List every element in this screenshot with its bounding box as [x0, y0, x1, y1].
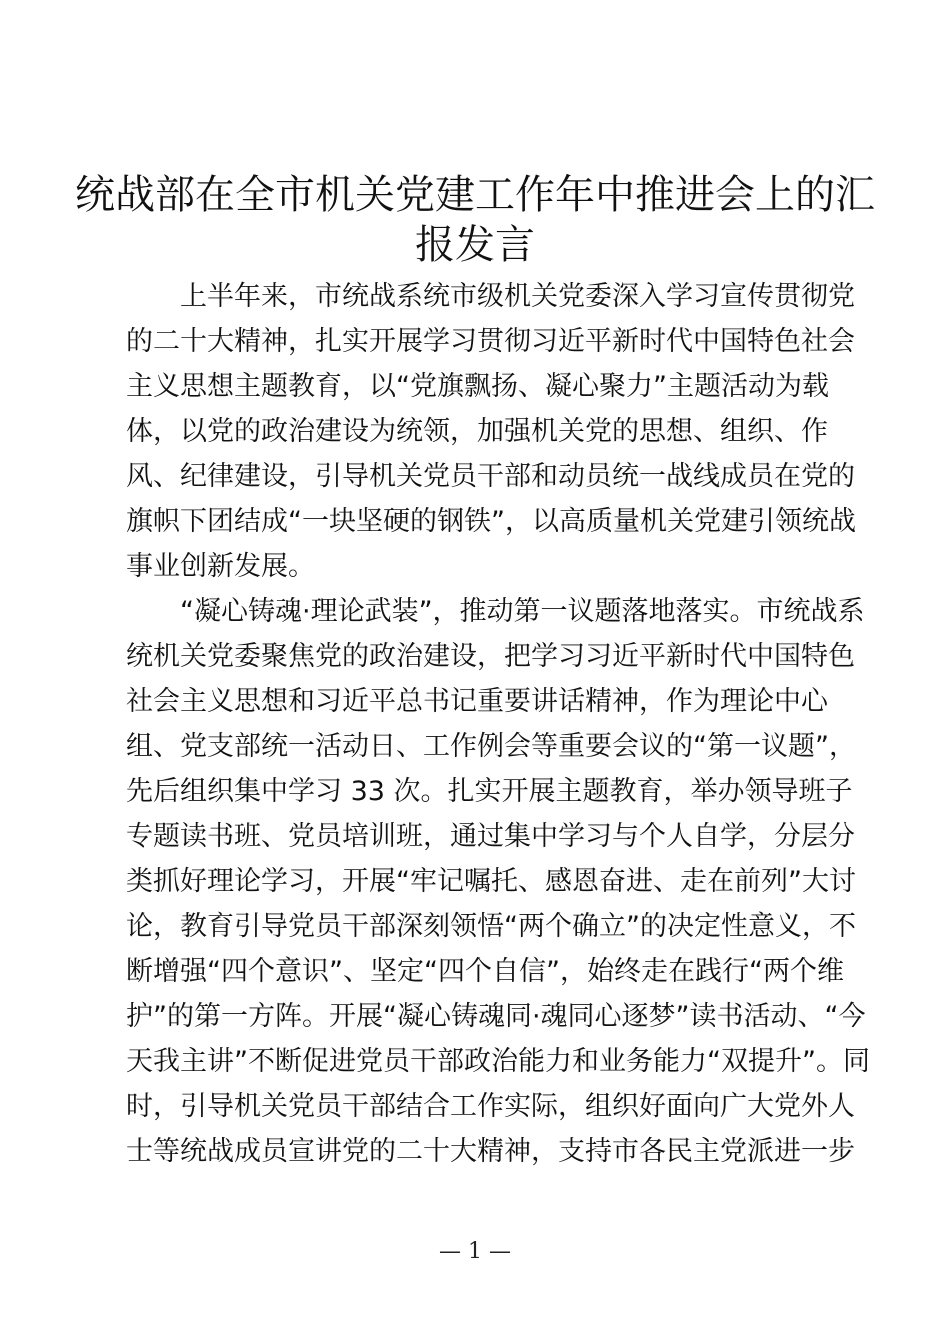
paragraph-1-line-6: 旗帜下团结成“一块坚硬的钢铁”，以高质量机关党建引领统战: [126, 506, 856, 537]
paragraph-2-line-12: 时，引导机关党员干部结合工作实际，组织好面向广大党外人: [126, 1091, 855, 1122]
paragraph-1-line-5: 风、纪律建设，引导机关党员干部和动员统一战线成员在党的: [126, 461, 855, 492]
paragraph-2-line-6: 专题读书班、党员培训班，通过集中学习与个人自学，分层分: [126, 821, 855, 852]
paragraph-2-line-5: 先后组织集中学习 33 次。扎实开展主题教育，举办领导班子: [126, 776, 853, 807]
paragraph-2-line-8: 论，教育引导党员干部深刻领悟“两个确立”的决定性意义，不: [126, 911, 856, 942]
paragraph-2-line-13: 士等统战成员宣讲党的二十大精神，支持市各民主党派进一步: [126, 1136, 855, 1167]
paragraph-1-line-3: 主义思想主题教育，以“党旗飘扬、凝心聚力”主题活动为载: [126, 371, 829, 402]
paragraph-1-line-1: 上半年来，市统战系统市级机关党委深入学习宣传贯彻党: [180, 281, 855, 312]
document-title-line-1: 统战部在全市机关党建工作年中推进会上的汇: [75, 172, 875, 218]
paragraph-1-line-4: 体，以党的政治建设为统领，加强机关党的思想、组织、作: [126, 416, 828, 447]
paragraph-2-line-2: 统机关党委聚焦党的政治建设，把学习习近平新时代中国特色: [126, 641, 855, 672]
document-title-line-2: 报发言: [415, 222, 535, 268]
paragraph-2-line-10: 护”的第一方阵。开展“凝心铸魂同·魂同心逐梦”读书活动、“今: [126, 1001, 866, 1032]
paragraph-2-line-4: 组、党支部统一活动日、工作例会等重要会议的“第一议题”，: [126, 731, 856, 762]
page-number: — 1 —: [439, 1239, 511, 1264]
paragraph-2-line-9: 断增强“四个意识”、坚定“四个自信”，始终走在践行“两个维: [126, 956, 844, 987]
paragraph-2-line-7: 类抓好理论学习，开展“牢记嘱托、感恩奋进、走在前列”大讨: [126, 866, 856, 897]
paragraph-1-line-7: 事业创新发展。: [126, 551, 315, 582]
paragraph-2-line-1: “凝心铸魂·理论武装”，推动第一议题落地落实。市统战系: [180, 596, 865, 627]
paragraph-1-line-2: 的二十大精神，扎实开展学习贯彻习近平新时代中国特色社会: [126, 326, 855, 357]
paragraph-2-line-3: 社会主义思想和习近平总书记重要讲话精神，作为理论中心: [126, 686, 828, 717]
paragraph-2-line-11: 天我主讲”不断促进党员干部政治能力和业务能力“双提升”。同: [126, 1046, 870, 1077]
